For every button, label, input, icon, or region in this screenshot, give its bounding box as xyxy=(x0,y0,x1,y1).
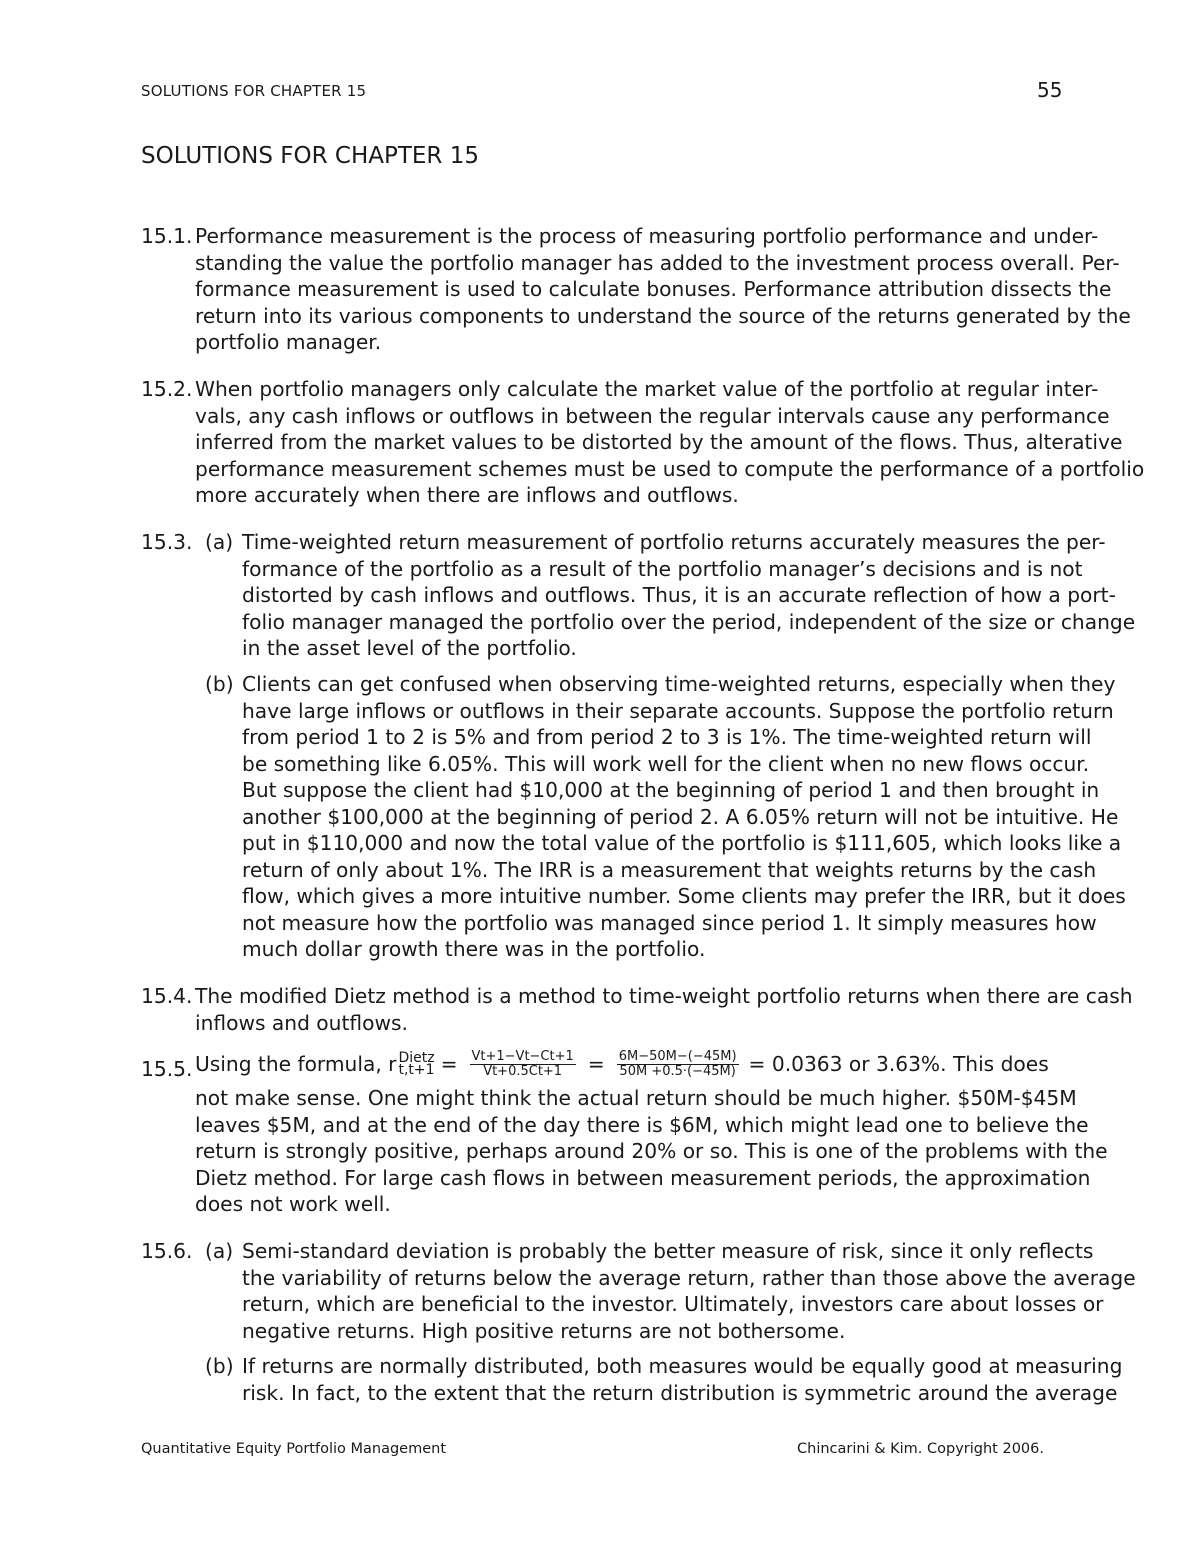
text-line: from period 1 to 2 is 5% and from period 2 to 3 is 1%. The time-weighted return will xyxy=(242,725,1092,749)
text-line: much dollar growth there was in the portfolio. xyxy=(242,937,706,961)
solution-number: 15.6. xyxy=(141,1239,193,1263)
text-line: return of only about 1%. The IRR is a measurement that weights returns by the cash xyxy=(242,857,1097,882)
fraction-numerator: 6M−50M−(−45M) xyxy=(618,1049,737,1064)
text-line: Dietz method. For large cash flows in between measurement periods, the approximation xyxy=(195,1165,1091,1190)
text-line: vals, any cash inflows or outflows in between the regular intervals cause any performance xyxy=(195,403,1110,428)
fraction-denominator: Vt+0.5Ct+1 xyxy=(483,1064,563,1079)
formula-lead: Using the formula, r xyxy=(195,1051,397,1076)
text-line: return into its various components to understand the source of the returns generated by the xyxy=(195,303,1131,328)
text-line: leaves $5M, and at the end of the day there is $6M, which might lead one to believe the xyxy=(195,1112,1089,1137)
text-line: When portfolio managers only calculate the market value of the portfolio at regular inter- xyxy=(195,377,1099,401)
subpart-b-text xyxy=(242,671,1126,963)
running-header: SOLUTIONS FOR CHAPTER 15 xyxy=(141,82,367,100)
fraction-general xyxy=(470,1050,576,1078)
text-line: Performance measurement is the process of measuring portfolio performance and under- xyxy=(195,224,1099,248)
dietz-formula xyxy=(195,1050,1049,1088)
text-line: folio manager managed the portfolio over the period, independent of the size or change xyxy=(242,609,1136,634)
text-line: another $100,000 at the beginning of period 2. A 6.05% return will not be intuitive. He xyxy=(242,804,1119,829)
fraction-numeric xyxy=(617,1050,739,1078)
text-line: does not work well. xyxy=(195,1192,391,1216)
text-line: But suppose the client had $10,000 at the beginning of period 1 and then brought in xyxy=(242,778,1100,802)
fraction-numerator: Vt+1−Vt−Ct+1 xyxy=(471,1049,574,1064)
text-line: distorted by cash inflows and outflows. Thus, it is an accurate reflection of how a port- xyxy=(242,583,1116,607)
formula-superscript: Dietz xyxy=(398,1050,435,1066)
text-line: Time-weighted return measurement of portfolio returns accurately measures the per- xyxy=(242,530,1106,554)
text-line: more accurately when there are inflows and outflows. xyxy=(195,483,739,507)
formula-result: = 0.0363 or 3.63%. This does xyxy=(748,1051,1049,1076)
text-line: portfolio manager. xyxy=(195,330,382,354)
solution-number: 15.3. xyxy=(141,530,193,554)
solution-text xyxy=(195,983,1133,1036)
text-line: be something like 6.05%. This will work well for the client when no new flows occur. xyxy=(242,751,1090,776)
footer-book-title: Quantitative Equity Portfolio Management xyxy=(141,1441,447,1457)
text-line: negative returns. High positive returns are not bothersome. xyxy=(242,1318,846,1343)
text-line: If returns are normally distributed, both measures would be equally good at measuring xyxy=(242,1354,1123,1378)
text-line: return is strongly positive, perhaps around 20% or so. This is one of the problems with the xyxy=(195,1139,1108,1163)
solution-text xyxy=(195,223,1131,356)
solution-number: 15.1. xyxy=(141,224,193,248)
subpart-label-a: (a) xyxy=(205,530,234,554)
text-line: return, which are beneficial to the investor. Ultimately, investors care about losses or xyxy=(242,1292,1104,1316)
solution-number: 15.2. xyxy=(141,377,193,401)
text-line: The modified Dietz method is a method to time-weight portfolio returns when there are cash xyxy=(195,984,1133,1008)
subpart-b-text xyxy=(242,1353,1122,1406)
text-line: formance measurement is used to calculate bonuses. Performance attribution dissects the xyxy=(195,277,1112,301)
formula-line xyxy=(195,1050,1049,1078)
solution-text xyxy=(195,376,1144,509)
text-line: flow, which gives a more intuitive number. Some clients may prefer the IRR, but it does xyxy=(242,884,1126,908)
text-line: the variability of returns below the average return, rather than those above the average xyxy=(242,1265,1136,1290)
equals-sign: = xyxy=(587,1051,605,1076)
subpart-a-text xyxy=(242,529,1135,662)
text-line: Clients can get confused when observing time-weighted returns, especially when they xyxy=(242,672,1116,696)
text-line: not make sense. One might think the actual return should be much higher. $50M-$45M xyxy=(195,1086,1077,1110)
text-line: not measure how the portfolio was managed since period 1. It simply measures how xyxy=(242,910,1097,935)
subpart-label-b: (b) xyxy=(205,672,234,696)
footer-copyright: Chincarini & Kim. Copyright 2006. xyxy=(797,1441,1044,1457)
text-line: have large inflows or outflows in their separate accounts. Suppose the portfolio return xyxy=(242,698,1114,723)
fraction-denominator: 50M +0.5·(−45M) xyxy=(619,1064,736,1079)
text-line: formance of the portfolio as a result of the portfolio manager’s decisions and is not xyxy=(242,556,1083,581)
subpart-a-text xyxy=(242,1238,1136,1344)
text-line: in the asset level of the portfolio. xyxy=(242,636,577,660)
subpart-label-b: (b) xyxy=(205,1354,234,1378)
page-number: 55 xyxy=(1037,78,1063,102)
text-line: put in $110,000 and now the total value of the portfolio is $111,605, which looks like a xyxy=(242,831,1122,855)
solution-number: 15.4. xyxy=(141,984,193,1008)
text-line: performance measurement schemes must be used to compute the performance of a portfolio xyxy=(195,456,1145,481)
solution-number: 15.5. xyxy=(141,1057,193,1081)
text-line: risk. In fact, to the extent that the return distribution is symmetric around the average xyxy=(242,1380,1118,1405)
chapter-title: SOLUTIONS FOR CHAPTER 15 xyxy=(141,143,479,169)
text-line: inflows and outflows. xyxy=(195,1010,408,1035)
text-line: standing the value the portfolio manager has added to the investment process overall. Per- xyxy=(195,250,1120,275)
formula-scripts xyxy=(398,1052,434,1076)
equals-sign: = xyxy=(440,1051,458,1076)
subpart-label-a: (a) xyxy=(205,1239,234,1263)
text-line: Semi-standard deviation is probably the better measure of risk, since it only reflects xyxy=(242,1239,1094,1263)
formula-subscript: t,t+1 xyxy=(398,1062,435,1078)
solution-text xyxy=(195,1085,1108,1218)
text-line: inferred from the market values to be distorted by the amount of the flows. Thus, alterative xyxy=(195,430,1123,454)
